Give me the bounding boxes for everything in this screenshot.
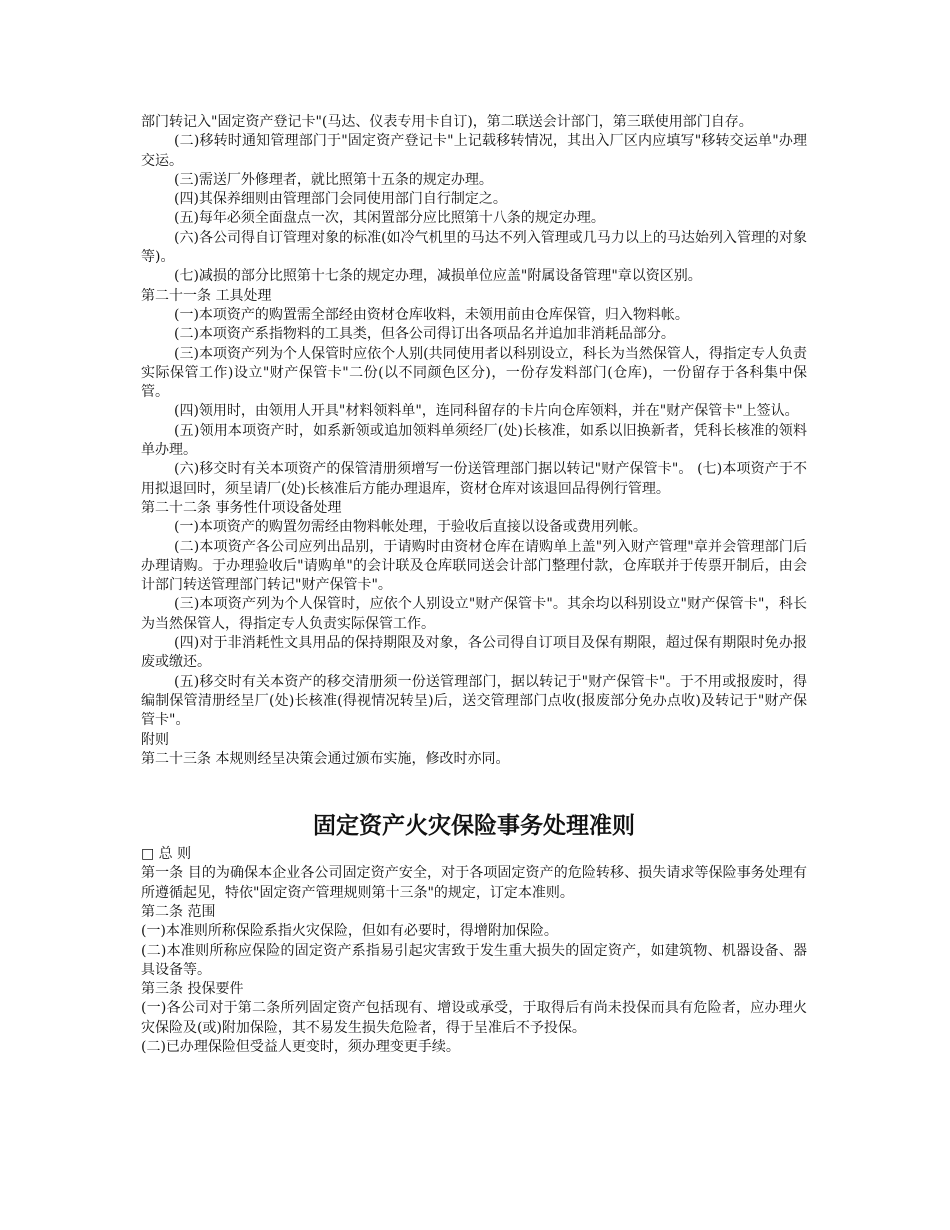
paragraph: 第二十三条 本规则经呈决策会通过颁布实施，修改时亦同。 — [141, 750, 510, 767]
paragraph: (一)各公司对于第二条所列固定资产包括现有、增设或承受，于取得后有尚未投保而具有危险者，应办理火灾保险及(或)附加保险，其不易发生损失危险者，得于呈准后不予投保。 — [141, 1000, 807, 1036]
paragraph: (三)本项资产列为个人保管时，应依个人别设立"财产保管卡"。其余均以科别设立"财产保管卡"，科长为当然保管人，得指定专人负责实际保管工作。 — [141, 596, 807, 632]
document-title: 固定资产火灾保险事务处理准则 — [313, 812, 635, 840]
paragraph: (一)本准则所称保险系指火灾保险，但如有必要时，得增附加保险。 — [141, 923, 558, 940]
paragraph: (六)各公司得自订管理对象的标准(如冷气机里的马达不列入管理或几马力以上的马达始列入管理的对象等)。 — [141, 229, 807, 266]
article-heading: 第二十二条 事务性什项设备处理 — [141, 499, 342, 516]
paragraph: 部门转记入"固定资产登记卡"(马达、仪表专用卡自订)，第二联送会计部门，第三联使用部门自存。 — [141, 114, 753, 130]
paragraph: (二)本项资产系指物料的工具类，但各公司得订出各项品名并追加非消耗品部分。 — [174, 326, 675, 343]
paragraph: (二)移转时通知管理部门于"固定资产登记卡"上记载移转情况，其出入厂区内应填写"移转交运单"办理交运。 — [141, 133, 807, 169]
paragraph: (六)移交时有关本项资产的保管清册须增写一份送管理部门据以转记"财产保管卡"。 (七)本项资产于不用拟退回时，须呈请厂(处)长核准后方能办理退库，资材仓库对该退回品得例行管理。 — [141, 461, 807, 497]
paragraph: (五)领用本项资产时，如系新领或追加领料单须经厂(处)长核准，如系以旧换新者，凭科长核准的领料单办理。 — [141, 422, 807, 459]
appendix-heading: 附则 — [141, 731, 169, 748]
paragraph: (二)本项资产各公司应列出品别，于请购时由资材仓库在请购单上盖"列入财产管理"章并会管理部门后办理请购。于办理验收后"请购单"的会计联及仓库联同送会计部门整理付款，仓库联并于传票开制后，由会计部门转送管理部门转记"财产保管卡"。 — [141, 538, 807, 594]
paragraph: (二)本准则所称应保险的固定资产系指易引起灾害致于发生重大损失的固定资产，如建筑物、机器设备、器具设备等。 — [141, 942, 807, 978]
section-heading: □ 总 则 — [141, 846, 192, 863]
spacer — [141, 769, 807, 807]
paragraph: (五)每年必须全面盘点一次，其闲置部分应比照第十八条的规定办理。 — [174, 210, 605, 227]
paragraph: (四)领用时，由领用人开具"材料领料单"，连同科留存的卡片向仓库领料，并在"财产保管卡"上签认。 — [174, 403, 799, 420]
paragraph: (七)减损的部分比照第十七条的规定办理，减损单位应盖"附属设备管理"章以资区别。 — [174, 268, 702, 285]
paragraph: (三)需送厂外修理者，就比照第十五条的规定办理。 — [174, 171, 493, 188]
paragraph: (四)对于非消耗性文具用品的保持期限及对象，各公司得自订项目及保有期限，超过保有期限时免办报废或缴还。 — [141, 635, 807, 671]
document-page — [141, 113, 807, 1057]
paragraph: (四)其保养细则由管理部门会同使用部门自行制定之。 — [174, 191, 507, 208]
article-heading: 第二条 范围 — [141, 903, 216, 920]
paragraph: (五)移交时有关本资产的移交清册须一份送管理部门，据以转记于"财产保管卡"。于不用或报废时，得编制保管清册经呈厂(处)长核准(得视情况转呈)后，送交管理部门点收(报废部分免办点收)及转记于"财产保管卡"。 — [141, 673, 807, 729]
paragraph: (二)已办理保险但受益人更变时，须办理变更手续。 — [141, 1039, 460, 1056]
article-heading: 第三条 投保要件 — [141, 981, 244, 998]
paragraph: (一)本项资产的购置需全部经由资材仓库收料，未领用前由仓库保管，归入物料帐。 — [174, 306, 689, 323]
paragraph: (一)本项资产的购置勿需经由物料帐处理，于验收后直接以设备或费用列帐。 — [174, 519, 647, 536]
paragraph: (三)本项资产列为个人保管时应依个人别(共同使用者以科别设立，科长为当然保管人，得指定专人负责实际保管工作)设立"财产保管卡"二份(以不同颜色区分)，一份存发料部门(仓库)，一份留存于各科集中保管。 — [141, 345, 807, 401]
paragraph: 第一条 目的为确保本企业各公司固定资产安全，对于各项固定资产的危险转移、损失请求等保险事务处理有所遵循起见，特依"固定资产管理规则第十三条"的规定，订定本准则。 — [141, 865, 807, 901]
article-heading: 第二十一条 工具处理 — [141, 287, 272, 304]
